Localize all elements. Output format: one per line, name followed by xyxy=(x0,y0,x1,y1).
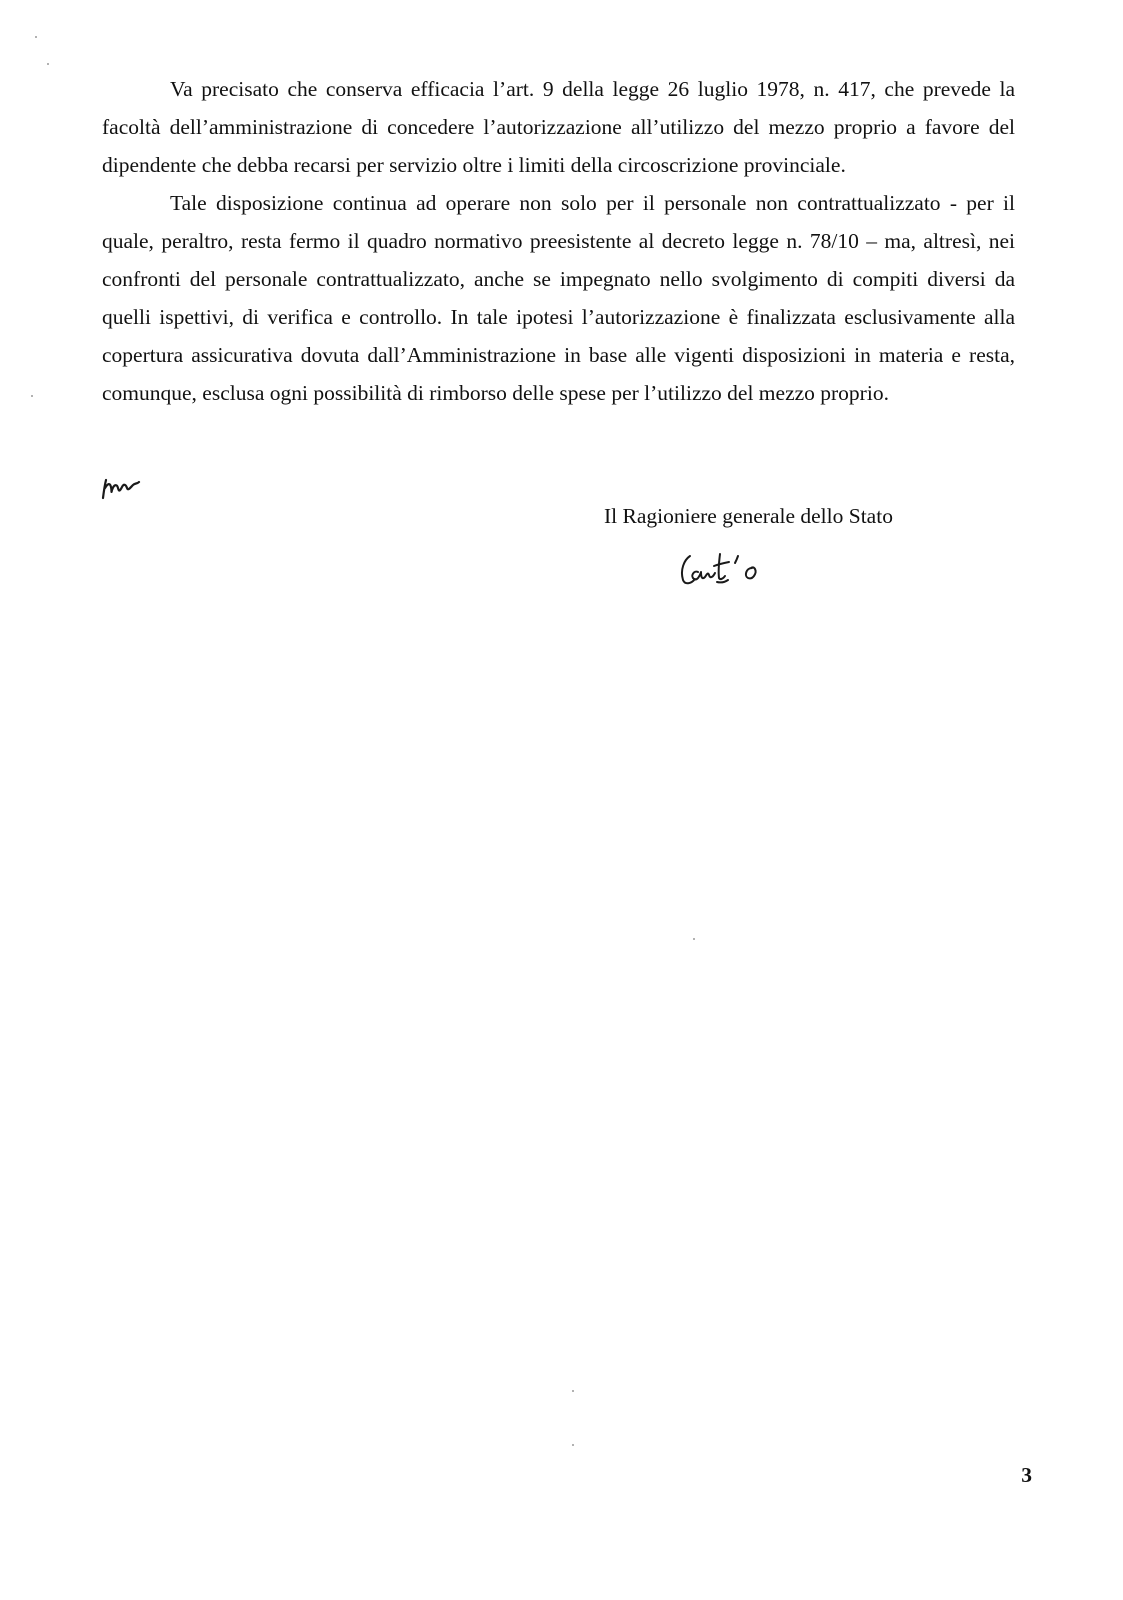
scan-speck xyxy=(693,938,695,940)
signature-block xyxy=(604,502,964,530)
handwritten-signature xyxy=(676,544,786,588)
scan-speck xyxy=(572,1444,574,1446)
scan-speck xyxy=(35,36,37,38)
signer-title: Il Ragioniere generale dello Stato xyxy=(604,504,893,528)
page-number: 3 xyxy=(1021,1463,1032,1487)
scan-speck xyxy=(31,395,33,397)
handwritten-initials xyxy=(100,474,144,506)
paragraph-1: Va precisato che conserva efficacia l’art. 9 della legge 26 luglio 1978, n. 417, che prevede la facoltà dell’amministrazione di concedere l’autorizzazione all’utilizzo del mezzo proprio a favore del dipendente che debba recarsi per servizio oltre i limiti della circoscrizione provinciale. xyxy=(102,77,1015,177)
scan-speck xyxy=(572,1390,574,1392)
paragraph-2: Tale disposizione continua ad operare non solo per il personale non contrattualizzato - per il quale, peraltro, resta fermo il quadro normativo preesistente al decreto legge n. 78/10 – ma, altresì, nei confronti del personale contrattualizzato, anche se impegnato nello svolgimento di compiti diversi da quelli ispettivi, di verifica e controllo. In tale ipotesi l’autorizzazione è finalizzata esclusivamente alla copertura assicurativa dovuta dall’Amministrazione in base alle vigenti disposizioni in materia e resta, comunque, esclusa ogni possibilità di rimborso delle spese per l’utilizzo del mezzo proprio. xyxy=(102,191,1015,405)
scan-speck xyxy=(47,63,49,65)
body-text xyxy=(102,70,1015,412)
